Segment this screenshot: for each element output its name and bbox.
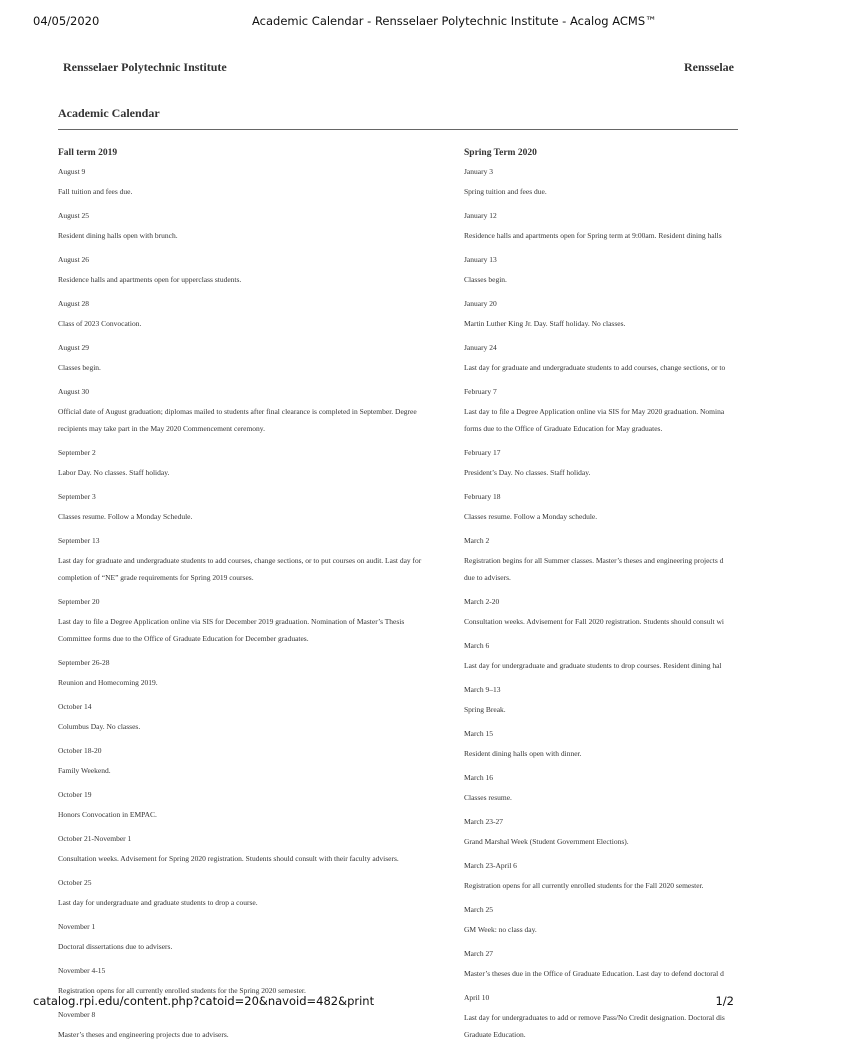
entry-description: Honors Convocation in EMPAC.	[58, 810, 157, 819]
entry-description: Last day for graduate and undergraduate students to add courses, change sections, or to	[464, 363, 726, 372]
calendar-entry	[58, 167, 438, 200]
entry-description-continued: forms due to the Office of Graduate Education for May graduates.	[464, 424, 663, 433]
calendar-entry	[464, 255, 864, 288]
entry-date: April 10	[464, 993, 490, 1002]
entry-date: October 18-20	[58, 746, 102, 755]
entry-description: Master’s theses due in the Office of Graduate Education. Last day to defend doctoral d	[464, 969, 724, 978]
title-divider	[58, 129, 738, 130]
entry-description: Last day to file a Degree Application online via SIS for May 2020 graduation. Nomina	[464, 407, 725, 416]
print-title: Academic Calendar - Rensselaer Polytechnic Institute - Acalog ACMS™	[252, 14, 657, 28]
institution-name: Rensselaer Polytechnic Institute	[63, 60, 227, 74]
entry-date: January 24	[464, 343, 497, 352]
calendar-entry	[58, 255, 438, 288]
entry-description-continued: Graduate Education.	[464, 1030, 526, 1039]
entry-date: October 25	[58, 878, 92, 887]
fall-term-heading: Fall term 2019	[58, 148, 118, 158]
entry-description: Spring Break.	[464, 705, 506, 714]
calendar-entry	[58, 536, 438, 586]
entry-description: Reunion and Homecoming 2019.	[58, 678, 158, 687]
entry-date: February 7	[464, 387, 497, 396]
calendar-entry	[464, 949, 864, 982]
entry-description: Martin Luther King Jr. Day. Staff holiday. No classes.	[464, 319, 626, 328]
calendar-entry	[58, 790, 438, 823]
calendar-entry	[58, 658, 438, 691]
entry-description: Spring tuition and fees due.	[464, 187, 547, 196]
entry-description: Official date of August graduation; diplomas mailed to students after final clearance is completed in September. Degree recipients may take part in the May 2020 Commencement ceremony.	[58, 407, 417, 433]
calendar-entry	[58, 878, 438, 911]
calendar-entry	[464, 685, 864, 718]
spring-entry-list	[464, 167, 864, 1043]
calendar-entry	[464, 448, 864, 481]
entry-date: August 30	[58, 387, 90, 396]
calendar-entry	[58, 746, 438, 779]
entry-date: March 9–13	[464, 685, 501, 694]
entry-description: GM Week: no class day.	[464, 925, 537, 934]
entry-description: Last day for graduate and undergraduate students to add courses, change sections, or to put courses on audit. Last day for completion of “NE” grade requirements for Spring 2019 courses.	[58, 556, 422, 582]
entry-description: Class of 2023 Convocation.	[58, 319, 142, 328]
print-url[interactable]: catalog.rpi.edu/content.php?catoid=20&navoid=482&print	[33, 994, 375, 1008]
entry-date: January 13	[464, 255, 497, 264]
entry-date: March 23-27	[464, 817, 503, 826]
entry-description: Registration opens for all currently enrolled students for the Spring 2020 semester.	[58, 986, 306, 995]
entry-date: October 19	[58, 790, 92, 799]
entry-description: Classes begin.	[464, 275, 507, 284]
entry-date: March 15	[464, 729, 493, 738]
entry-description: Last day to file a Degree Application online via SIS for December 2019 graduation. Nomination of Master’s Thesis Committee forms due to the Office of Graduate Education for December graduates.	[58, 617, 405, 643]
calendar-entry	[58, 299, 438, 332]
entry-description: President’s Day. No classes. Staff holiday.	[464, 468, 591, 477]
entry-description: Consultation weeks. Advisement for Fall 2020 registration. Students should consult wi	[464, 617, 724, 626]
entry-date: November 4-15	[58, 966, 106, 975]
spring-term-heading: Spring Term 2020	[464, 148, 537, 158]
entry-date: August 9	[58, 167, 86, 176]
calendar-entry	[464, 773, 864, 806]
calendar-entry	[58, 343, 438, 376]
entry-date: August 28	[58, 299, 90, 308]
calendar-entry	[464, 729, 864, 762]
entry-date: March 25	[464, 905, 493, 914]
entry-description: Family Weekend.	[58, 766, 111, 775]
entry-date: February 18	[464, 492, 501, 501]
calendar-entry	[58, 211, 438, 244]
entry-date: January 20	[464, 299, 497, 308]
entry-date: September 26-28	[58, 658, 110, 667]
entry-date: August 26	[58, 255, 90, 264]
calendar-entry	[464, 167, 864, 200]
entry-description: Registration opens for all currently enrolled students for the Fall 2020 semester.	[464, 881, 704, 890]
entry-description: Residence halls and apartments open for upperclass students.	[58, 275, 242, 284]
entry-description: Consultation weeks. Advisement for Spring 2020 registration. Students should consult with their faculty advisers.	[58, 854, 399, 863]
calendar-entry	[58, 387, 438, 437]
entry-date: September 2	[58, 448, 96, 457]
entry-date: September 13	[58, 536, 100, 545]
entry-date: March 6	[464, 641, 490, 650]
institution-name-cropped: Rensselae	[684, 60, 734, 74]
entry-description: Doctoral dissertations due to advisers.	[58, 942, 173, 951]
spring-term-column	[464, 148, 864, 1054]
entry-date: September 3	[58, 492, 96, 501]
calendar-entry	[464, 641, 864, 674]
entry-description: Columbus Day. No classes.	[58, 722, 141, 731]
print-date: 04/05/2020	[33, 14, 100, 28]
calendar-entry	[58, 448, 438, 481]
entry-description: Classes resume.	[464, 793, 512, 802]
entry-description: Resident dining halls open with brunch.	[58, 231, 178, 240]
entry-date: January 12	[464, 211, 497, 220]
calendar-entry	[58, 597, 438, 647]
entry-date: March 27	[464, 949, 493, 958]
calendar-entry	[464, 299, 864, 332]
calendar-entry	[464, 993, 864, 1043]
entry-date: March 16	[464, 773, 493, 782]
entry-description: Fall tuition and fees due.	[58, 187, 133, 196]
calendar-entry	[464, 905, 864, 938]
entry-description: Last day for undergraduate and graduate students to drop courses. Resident dining hal	[464, 661, 722, 670]
entry-date: March 2-20	[464, 597, 500, 606]
calendar-entry	[58, 492, 438, 525]
entry-date: October 14	[58, 702, 92, 711]
entry-description: Grand Marshal Week (Student Government Elections).	[464, 837, 629, 846]
calendar-entry	[464, 492, 864, 525]
entry-date: November 1	[58, 922, 96, 931]
calendar-entry	[58, 922, 438, 955]
calendar-entry	[464, 597, 864, 630]
calendar-entry	[58, 834, 438, 867]
entry-description: Labor Day. No classes. Staff holiday.	[58, 468, 170, 477]
entry-description: Resident dining halls open with dinner.	[464, 749, 582, 758]
entry-date: January 3	[464, 167, 493, 176]
fall-term-column	[58, 148, 438, 1054]
entry-date: September 20	[58, 597, 100, 606]
entry-description: Classes resume. Follow a Monday Schedule.	[58, 512, 193, 521]
calendar-entry	[464, 817, 864, 850]
entry-description: Classes begin.	[58, 363, 101, 372]
entry-description: Residence halls and apartments open for Spring term at 9:00am. Resident dining halls	[464, 231, 722, 240]
entry-description: Master’s theses and engineering projects due to advisers.	[58, 1030, 229, 1039]
entry-description: Last day for undergraduate and graduate students to drop a course.	[58, 898, 258, 907]
calendar-entry	[58, 702, 438, 735]
page-number: 1/2	[715, 994, 734, 1008]
entry-date: October 21-November 1	[58, 834, 132, 843]
entry-date: November 8	[58, 1010, 96, 1019]
entry-description: Classes resume. Follow a Monday schedule.	[464, 512, 598, 521]
page-title: Academic Calendar	[58, 106, 160, 120]
calendar-entry	[464, 387, 864, 437]
calendar-entry	[464, 861, 864, 894]
calendar-entry	[58, 1010, 438, 1043]
entry-date: February 17	[464, 448, 501, 457]
entry-date: March 23-April 6	[464, 861, 517, 870]
entry-description: Registration begins for all Summer classes. Master’s theses and engineering projects d	[464, 556, 724, 565]
calendar-entry	[464, 211, 864, 244]
entry-date: August 25	[58, 211, 90, 220]
entry-date: August 29	[58, 343, 90, 352]
entry-description-continued: due to advisers.	[464, 573, 511, 582]
fall-entry-list	[58, 167, 438, 1043]
calendar-entry	[464, 536, 864, 586]
entry-description: Last day for undergraduates to add or remove Pass/No Credit designation. Doctoral dis	[464, 1013, 725, 1022]
entry-date: March 2	[464, 536, 490, 545]
calendar-entry	[464, 343, 864, 376]
